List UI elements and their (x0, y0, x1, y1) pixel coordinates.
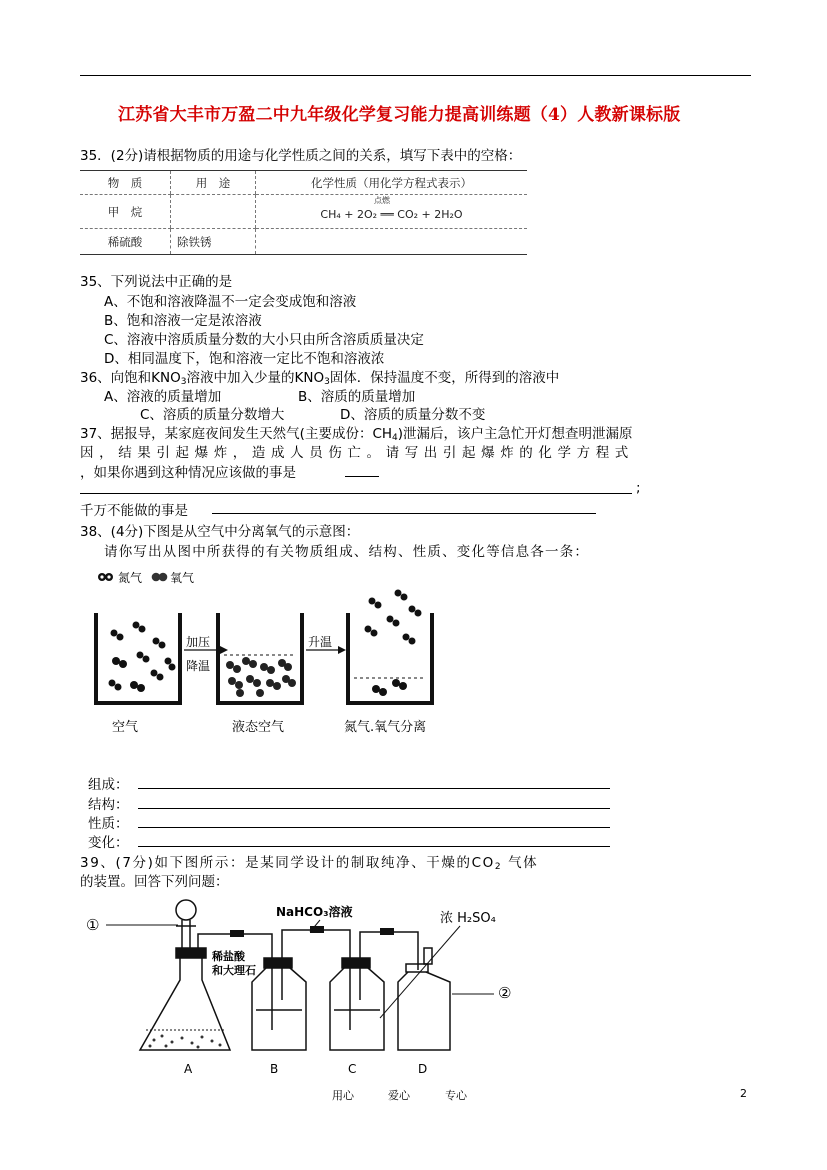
table-cell (256, 229, 528, 255)
q38-stem: 38、(4分)下图是从空气中分离氧气的示意图： (80, 524, 360, 540)
answer-label: 结构： (88, 797, 129, 813)
bottle-b (252, 958, 306, 1050)
table-cell (171, 195, 256, 229)
table-cell: 稀硫酸 (107, 234, 143, 249)
q37-line1: 37、据报导，某家庭夜间发生天然气(主要成份：$CH_4$)泄漏后，该户主急忙开灯想查明泄漏原 (80, 426, 633, 443)
co2-apparatus-figure (80, 890, 540, 1080)
air-molecules (109, 622, 176, 693)
answer-line (138, 827, 610, 828)
equation-text: CH₄ + 2O₂ ══ CO₂ + 2H₂O (320, 208, 463, 221)
separated-molecules (365, 590, 422, 697)
legend-n2-icon (98, 573, 113, 581)
q38-instruction: 请你写出从图中所获得的有关物质组成、结构、性质、变化等信息各一条： (104, 544, 590, 560)
q39-line2: 的装置。回答下列问题： (80, 874, 229, 890)
answer-label: 组成： (88, 777, 129, 793)
beaker-separated (348, 613, 432, 703)
reaction-condition: 点燃 (374, 196, 390, 205)
q36-stem: 36、向饱和$KNO_3$溶液中加入少量的$KNO_3$固体．保持温度不变，所得到的溶液中 (80, 370, 560, 387)
caption-air: 空气 (112, 720, 139, 735)
q36-option-b: B、溶质的质量增加 (298, 389, 416, 405)
bottle-c (330, 958, 384, 1050)
table-header: 用 途 (171, 171, 256, 195)
letter-c: C (348, 1062, 357, 1076)
step-label: 升温 (308, 635, 333, 649)
letter-a: A (184, 1062, 193, 1076)
letter-d: D (418, 1062, 428, 1076)
air-separation-figure (90, 565, 450, 740)
q37-line3: ，如果你遇到这种情况应该做的事是 (80, 465, 296, 481)
legend-o2-icon (152, 573, 168, 582)
h2so4-label: 浓 H₂SO₄ (440, 911, 496, 926)
q36-option-d: D、溶质的质量分数不变 (340, 407, 486, 423)
q37-line2: 因，结果引起爆炸，造成人员伤亡。请写出引起爆炸的化学方程式 (80, 445, 634, 461)
caption-liquid: 液态空气 (232, 720, 285, 735)
tube (282, 930, 350, 960)
liquid-molecules (226, 657, 296, 697)
option-d: D、相同温度下，饱和溶液一定比不饱和溶液浓 (104, 351, 385, 367)
letter-b: B (270, 1062, 279, 1076)
footer-item: 专心 (445, 1089, 467, 1102)
step-label: 加压 (186, 635, 211, 649)
q36-option-c: C、溶质的质量分数增大 (140, 407, 285, 423)
answer-label: 变化： (88, 835, 129, 851)
semicolon: ; (636, 480, 641, 496)
q35-table (80, 170, 527, 255)
q35b-stem: 35、下列说法中正确的是 (80, 274, 233, 290)
separatory-funnel (176, 900, 196, 950)
q35a-stem: 35．(2分)请根据物质的用途与化学性质之间的关系，填写下表中的空格： (80, 148, 522, 164)
answer-line (138, 846, 610, 847)
page-title: 江苏省大丰市万盈二中九年级化学复习能力提高训练题（4）人教新课标版 (118, 105, 681, 125)
legend-n2-label: 氮气 (118, 571, 143, 585)
option-a: A、不饱和溶液降温不一定会变成饱和溶液 (104, 294, 357, 310)
q39-line1: 39、(7分)如下图所示：是某同学设计的制取纯净、干燥的$CO_2$ 气体 (80, 855, 539, 872)
label-1: ① (86, 916, 100, 934)
acid-label: 稀盐酸 (212, 950, 245, 963)
footer-item: 用心 (332, 1089, 354, 1102)
answer-line (138, 788, 610, 789)
table-header: 化学性质（用化学方程式表示） (256, 171, 528, 195)
header-rule (80, 75, 751, 76)
answer-line (138, 808, 610, 809)
legend-o2-label: 氧气 (170, 571, 195, 585)
footer-item: 爱心 (388, 1089, 410, 1102)
q37-line5: 千万不能做的事是 (80, 503, 188, 519)
label-2: ② (498, 984, 512, 1002)
answer-line (212, 513, 596, 514)
q36-option-a: A、溶液的质量增加 (104, 389, 222, 405)
page-number: 2 (740, 1087, 747, 1100)
table-header: 物 质 (80, 171, 171, 195)
table-cell: 甲 烷 (80, 195, 171, 229)
table-cell-equation (256, 195, 528, 229)
step-label: 降温 (186, 659, 211, 673)
answer-line (345, 476, 379, 477)
caption-separated: 氮气.氧气分离 (344, 720, 427, 735)
option-b: B、饱和溶液一定是浓溶液 (104, 313, 262, 329)
answer-label: 性质： (88, 816, 129, 832)
answer-line (80, 493, 632, 494)
marble-chips (149, 1035, 222, 1049)
table-cell: 除铁锈 (171, 229, 256, 255)
nahco3-label: NaHCO₃溶液 (276, 905, 353, 919)
option-c: C、溶液中溶质质量分数的大小只由所含溶质质量决定 (104, 332, 424, 348)
acid-label: 和大理石 (212, 964, 256, 977)
bottle-d (398, 948, 450, 1050)
